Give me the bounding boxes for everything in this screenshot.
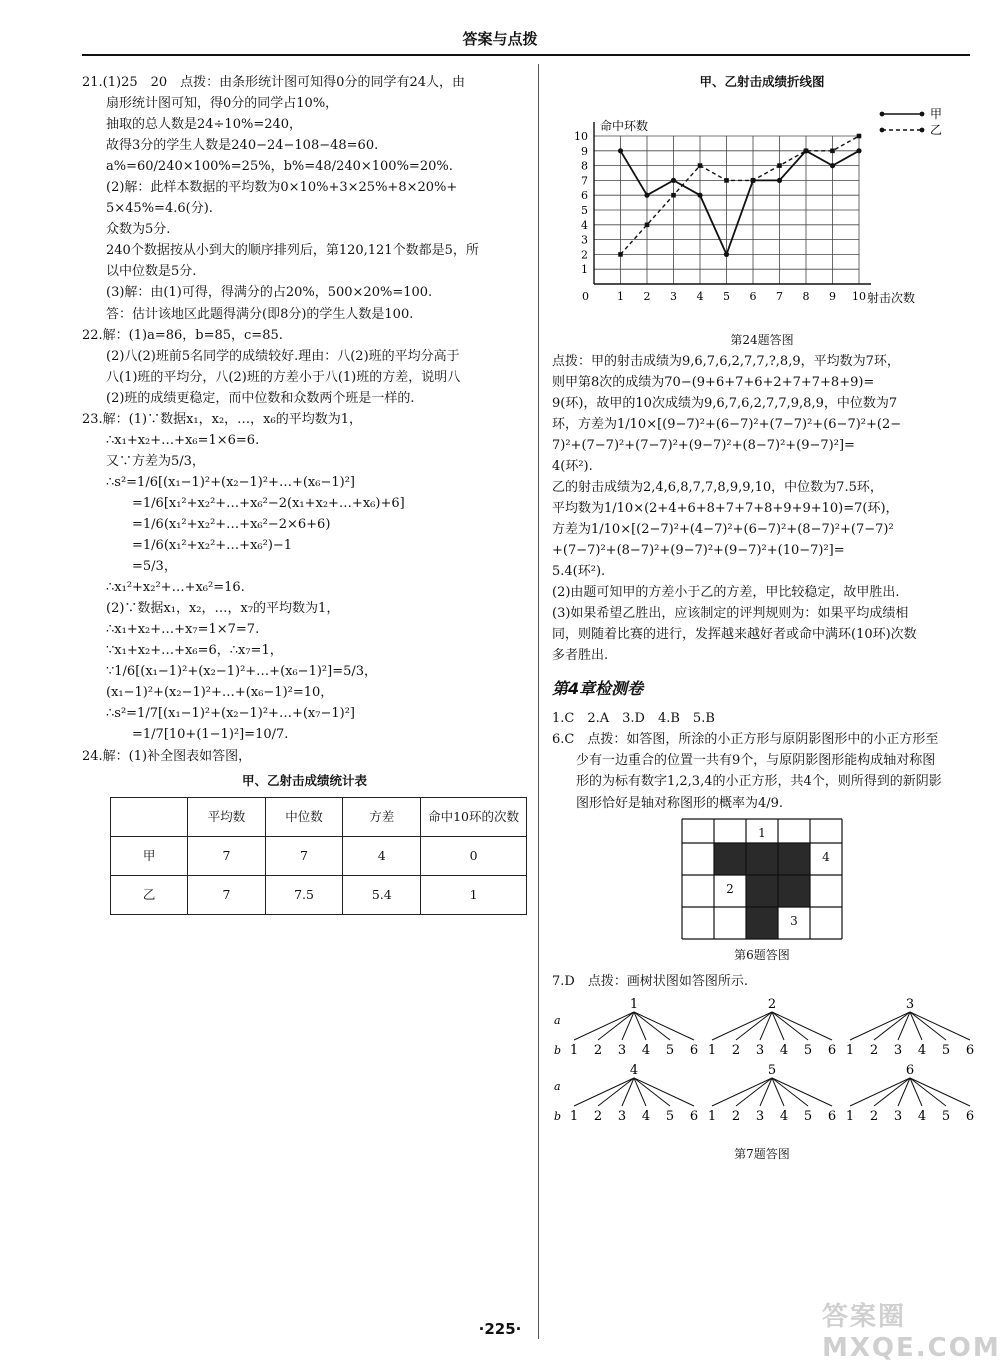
y-tick-label: 2 <box>581 248 588 262</box>
table-row <box>111 836 527 875</box>
row-a-label: a <box>554 1080 561 1094</box>
tree-child: 1 <box>707 1109 717 1125</box>
tree-child: 3 <box>893 1109 903 1125</box>
tree-parent: 1 <box>629 997 639 1013</box>
table-cell: 5.4 <box>343 875 421 914</box>
q24-hint-line: 同，则随着比赛的进行，发挥越来越好者或命中满环(10环)次数 <box>552 627 917 643</box>
tree-child: 5 <box>803 1043 813 1059</box>
data-point <box>777 178 782 183</box>
q24-hint-line: 9(环)，故甲的10次成绩为9,6,7,6,2,7,7,9,8,9，中位数为7 <box>552 395 898 411</box>
x-tick-label: 7 <box>776 290 783 304</box>
data-point <box>751 178 756 183</box>
choice-answers: 1.C 2.A 3.D 4.B 5.B <box>552 711 715 727</box>
y-tick-label: 10 <box>574 130 588 144</box>
q24-hint-line: 4(环²). <box>552 458 593 474</box>
watermark: 答案圈 MXQE.COM <box>822 1302 1001 1363</box>
data-point <box>618 148 623 153</box>
header-rule <box>82 54 970 56</box>
q6-line: 形的为标有数字1,2,3,4的小正方形，共4个，则所得到的新阴影 <box>576 774 942 790</box>
x-tick-label: 1 <box>617 290 624 304</box>
legend-marker <box>880 128 885 133</box>
tree-parent: 4 <box>629 1063 639 1079</box>
y-tick-label: 8 <box>581 159 588 173</box>
x-tick-label: 10 <box>852 290 866 304</box>
tree-parent: 3 <box>905 997 915 1013</box>
data-point <box>804 149 809 154</box>
grid-cell-label: 2 <box>726 881 734 896</box>
q24-hint-line: (2)由题可知甲的方差小于乙的方差，甲比较稳定，故甲胜出. <box>552 585 900 601</box>
q24-hint-line: 多者胜出. <box>552 648 609 664</box>
q21-line: (3)解：由(1)可得，得满分的占20%，500×20%=100. <box>106 285 433 301</box>
tree-child: 3 <box>617 1043 627 1059</box>
shaded-cell <box>714 843 746 875</box>
grid-cell-label: 4 <box>822 849 830 864</box>
shaded-cell <box>746 907 778 939</box>
q22-solution <box>82 325 527 409</box>
column-divider <box>538 64 539 1339</box>
table-header-row <box>111 797 527 836</box>
data-point <box>645 223 650 228</box>
data-point <box>671 178 676 183</box>
q23-line: 23.解：(1)∵数据x₁，x₂，…，x₆的平均数为1， <box>82 411 362 427</box>
q6-line: 少有一边重合的位置一共有9个，与原阴影图形能构成轴对称图 <box>576 753 936 769</box>
q21-line: a%=60/240×100%=25%，b%=48/240×100%=20%. <box>106 159 453 175</box>
legend-marker <box>920 112 925 117</box>
q24-hint <box>552 351 972 667</box>
tree-child: 6 <box>965 1043 975 1059</box>
tree-child: 5 <box>941 1109 951 1125</box>
legend-marker <box>880 112 885 117</box>
data-point <box>830 149 835 154</box>
tree-child: 5 <box>665 1109 675 1125</box>
q21-line: 以中位数是5分. <box>106 264 197 280</box>
q24-hint-line: 点拨：甲的射击成绩为9,6,7,6,2,7,7,?,8,9，平均数为7环， <box>552 353 900 369</box>
data-point <box>671 193 676 198</box>
x-tick-label: 6 <box>749 290 757 304</box>
q6-line: 6.C 点拨：如答图，所涂的小正方形与原阴影图形中的小正方形至 <box>552 732 939 748</box>
shaded-cell <box>778 843 810 875</box>
q21-line: 5×45%=4.6(分). <box>106 201 213 217</box>
q24-hint-line: 乙的射击成绩为2,4,6,8,7,7,8,9,9,10，中位数为7.5环， <box>552 480 883 496</box>
tree-child: 3 <box>755 1043 765 1059</box>
tree-child: 5 <box>803 1109 813 1125</box>
tree-child: 2 <box>593 1043 603 1059</box>
data-point <box>857 134 862 139</box>
q24-hint-line: 7)²+(7−7)²+(7−7)²+(9−7)²+(8−7)²+(9−7)²]= <box>552 437 855 453</box>
q21-line: 扇形统计图可知，得0分的同学占10%， <box>106 96 339 112</box>
tree-child: 2 <box>869 1043 879 1059</box>
q24-hint-line: 平均数为1/10×(2+4+6+8+7+7+8+9+9+10)=7(环)， <box>552 501 899 517</box>
chart-title: 甲、乙射击成绩折线图 <box>699 74 825 89</box>
q23-line: ∴s²=1/6[(x₁−1)²+(x₂−1)²+…+(x₆−1)²] <box>106 474 355 490</box>
tree-parent: 6 <box>905 1063 915 1079</box>
series-line-jia <box>621 151 860 255</box>
legend-marker <box>920 128 925 133</box>
y-tick-label: 7 <box>581 174 588 188</box>
tree-child: 1 <box>845 1043 855 1059</box>
data-point <box>856 148 861 153</box>
x-axis-label: 射击次数 <box>867 291 916 306</box>
tree-child: 2 <box>593 1109 603 1125</box>
tree-diagram <box>552 992 975 1142</box>
q23-line: ∴x₁+x₂+…+x₇=1×7=7. <box>106 622 260 638</box>
tree-child: 5 <box>941 1043 951 1059</box>
tree-parent: 5 <box>767 1063 777 1079</box>
q23-line: =1/7[10+(1−1)²]=10/7. <box>132 727 289 743</box>
q24-hint-line: 则甲第8次的成绩为70−(9+6+7+6+2+7+7+8+9)= <box>552 374 875 390</box>
q23-line: (x₁−1)²+(x₂−1)²+…+(x₆−1)²=10， <box>106 685 334 701</box>
q6-grid-figure <box>681 818 843 944</box>
q21-line: 21.(1)25 20 点拨：由条形统计图可知得0分的同学有24人，由 <box>82 75 465 90</box>
y-tick-label: 6 <box>581 189 588 203</box>
q23-line: =1/6(x₁²+x₂²+…+x₆²−2×6+6) <box>132 516 331 532</box>
q6-caption: 第6题答图 <box>734 947 790 962</box>
q23-line: =5/3， <box>132 559 177 575</box>
q21-solution <box>82 72 527 325</box>
table-cell: 命中10环的次数 <box>421 797 527 836</box>
q22-line: (2)班的成绩更稳定，而中位数和众数两个班是一样的. <box>106 390 415 406</box>
q23-solution <box>82 409 527 746</box>
tree-parent: 2 <box>767 997 777 1013</box>
table-cell: 方差 <box>343 797 421 836</box>
q24-hint-line: 方差为1/10×[(2−7)²+(4−7)²+(6−7)²+(8−7)²+(7−7)² <box>552 522 894 538</box>
page-header: 答案与点拨 <box>462 30 538 48</box>
tree-child: 4 <box>779 1109 789 1125</box>
stat-table-title: 甲、乙射击成绩统计表 <box>241 772 367 788</box>
data-point <box>698 164 703 169</box>
q24-hint-line: 5.4(环²). <box>552 564 606 580</box>
x-tick-label: 2 <box>643 290 651 304</box>
x-tick-label: 5 <box>723 290 730 304</box>
table-cell: 1 <box>421 875 527 914</box>
table-cell: 7 <box>188 875 265 914</box>
tree-child: 2 <box>869 1109 879 1125</box>
legend-label: 乙 <box>930 123 943 138</box>
q6-line: 图形恰好是轴对称图形的概率为4/9. <box>576 795 784 811</box>
q23-line: ∵x₁+x₂+…+x₆=6，∴x₇=1， <box>106 643 283 659</box>
q23-line: ∴x₁+x₂+…+x₆=1×6=6. <box>106 432 260 448</box>
q22-line: (2)八(2)班前5名同学的成绩较好.理由：八(2)班的平均分高于 <box>106 348 460 364</box>
table-cell: 甲 <box>111 836 188 875</box>
q21-line: (2)解：此样本数据的平均数为0×10%+3×25%+8×20%+ <box>106 180 458 196</box>
q23-line: ∴x₁²+x₂²+…+x₆²=16. <box>106 580 245 596</box>
table-row <box>111 875 527 914</box>
q6-solution <box>552 729 972 813</box>
q21-line: 答：估计该地区此题得满分(即8分)的学生人数是100. <box>106 306 414 322</box>
page-number: ·225· <box>478 1320 522 1338</box>
table-cell: 4 <box>343 836 421 875</box>
tree-child: 1 <box>569 1043 579 1059</box>
data-point <box>618 252 623 257</box>
tree-caption: 第7题答图 <box>734 1147 790 1162</box>
data-point <box>724 178 729 183</box>
q24-hint-line: +(7−7)²+(8−7)²+(9−7)²+(9−7)²+(10−7)²]= <box>552 543 845 559</box>
tree-child: 6 <box>827 1043 837 1059</box>
x-tick-label: 3 <box>670 290 677 304</box>
q24-hint-line: 环，方差为1/10×[(9−7)²+(6−7)²+(7−7)²+(6−7)²+(2− <box>552 416 902 432</box>
data-point <box>644 193 649 198</box>
data-point <box>830 163 835 168</box>
legend-label: 甲 <box>930 107 943 122</box>
x-tick-label: 8 <box>802 290 810 304</box>
table-cell <box>111 797 188 836</box>
table-cell: 乙 <box>111 875 188 914</box>
q21-line: 众数为5分. <box>106 222 171 238</box>
tree-child: 6 <box>965 1109 975 1125</box>
table-cell: 平均数 <box>188 797 265 836</box>
tree-child: 4 <box>641 1109 651 1125</box>
grid-cell-label: 1 <box>758 825 766 840</box>
q23-line: =1/6[x₁²+x₂²+…+x₆²−2(x₁+x₂+…+x₆)+6] <box>132 495 405 511</box>
table-cell: 7 <box>265 836 343 875</box>
row-a-label: a <box>554 1014 561 1028</box>
table-cell: 0 <box>421 836 527 875</box>
tree-child: 3 <box>617 1109 627 1125</box>
row-b-label: b <box>554 1044 562 1058</box>
tree-child: 6 <box>827 1109 837 1125</box>
y-tick-label: 1 <box>581 263 588 277</box>
tree-child: 1 <box>845 1109 855 1125</box>
y-tick-label: 3 <box>581 233 588 247</box>
table-cell: 7.5 <box>265 875 343 914</box>
q21-line: 240个数据按从小到大的顺序排列后，第120,121个数都是5，所 <box>106 243 479 259</box>
x-tick-label: 4 <box>696 290 704 304</box>
q23-line: ∴s²=1/7[(x₁−1)²+(x₂−1)²+…+(x₇−1)²] <box>106 706 355 722</box>
x-tick-label: 9 <box>829 290 836 304</box>
shaded-cell <box>746 875 778 907</box>
grid-cell-label: 3 <box>790 913 798 928</box>
q22-line: 22.解：(1)a=86，b=85，c=85. <box>82 327 283 343</box>
right-column <box>552 72 975 1165</box>
data-point <box>777 164 782 169</box>
line-chart <box>552 92 972 322</box>
origin-label: 0 <box>582 290 589 304</box>
tree-child: 6 <box>689 1043 699 1059</box>
tree-child: 4 <box>779 1043 789 1059</box>
q24-hint-line: (3)如果希望乙胜出，应该制定的评判规则为：如果平均成绩相 <box>552 606 909 622</box>
chart-caption: 第24题答图 <box>730 333 794 348</box>
y-tick-label: 5 <box>581 204 588 218</box>
tree-child: 4 <box>917 1109 927 1125</box>
tree-child: 2 <box>731 1109 741 1125</box>
q21-line: 抽取的总人数是24÷10%=240， <box>106 117 303 133</box>
data-point <box>724 252 729 257</box>
shaded-cell <box>778 875 810 907</box>
q23-line: 又∵方差为5/3， <box>106 453 205 469</box>
tree-child: 4 <box>641 1043 651 1059</box>
q7-solution: 7.D 点拨：画树状图如答图所示. <box>552 974 748 990</box>
tree-child: 3 <box>755 1109 765 1125</box>
row-b-label: b <box>554 1110 562 1124</box>
tree-child: 1 <box>707 1043 717 1059</box>
tree-child: 4 <box>917 1043 927 1059</box>
tree-child: 5 <box>665 1043 675 1059</box>
data-point <box>697 193 702 198</box>
q21-line: 故得3分的学生人数是240−24−108−48=60. <box>106 138 379 154</box>
table-cell: 中位数 <box>265 797 343 836</box>
tree-child: 3 <box>893 1043 903 1059</box>
q23-line: ∵1/6[(x₁−1)²+(x₂−1)²+…+(x₆−1)²]=5/3， <box>106 664 378 680</box>
stat-table <box>110 797 527 915</box>
y-tick-label: 9 <box>581 145 588 159</box>
q22-line: 八(1)班的平均分，八(2)班的方差小于八(1)班的方差，说明八 <box>106 369 461 385</box>
q24-intro: 24.解：(1)补全图表如答图， <box>82 748 252 764</box>
y-axis-label: 命中环数 <box>600 119 649 134</box>
tree-child: 6 <box>689 1109 699 1125</box>
q23-line: =1/6(x₁²+x₂²+…+x₆²)−1 <box>132 538 293 554</box>
section-title: 第4章检测卷 <box>552 679 644 699</box>
q23-line: (2)∵数据x₁，x₂，…，x₇的平均数为1， <box>106 601 340 617</box>
tree-child: 1 <box>569 1109 579 1125</box>
left-column <box>82 72 527 915</box>
tree-child: 2 <box>731 1043 741 1059</box>
y-tick-label: 4 <box>581 219 588 233</box>
table-cell: 7 <box>188 836 265 875</box>
shaded-cell <box>746 843 778 875</box>
